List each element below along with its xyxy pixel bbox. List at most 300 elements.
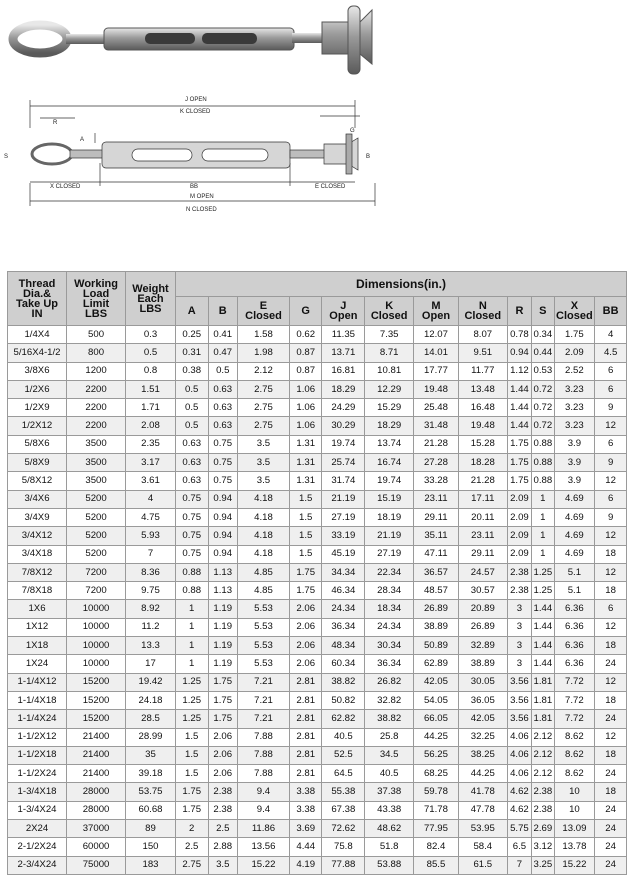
table-cell: 4.69 [554, 508, 595, 526]
table-cell: 7.72 [554, 691, 595, 709]
label-m-open: M OPEN [190, 194, 214, 200]
table-row [8, 563, 627, 581]
header-dim-s: S [532, 297, 554, 326]
table-cell: 4.18 [238, 490, 290, 508]
table-cell: 1.75 [208, 710, 238, 728]
table-cell: 7.35 [365, 326, 414, 344]
table-cell: 4.19 [289, 856, 322, 874]
table-row [8, 783, 627, 801]
table-cell: 25.74 [322, 454, 365, 472]
table-cell: 3500 [67, 472, 126, 490]
table-cell: 75.8 [322, 838, 365, 856]
table-cell: 0.87 [289, 362, 322, 380]
table-cell: 3.56 [507, 691, 531, 709]
table-cell: 46.34 [322, 582, 365, 600]
table-cell: 1.06 [289, 399, 322, 417]
table-cell: 50.89 [414, 637, 459, 655]
table-cell: 1.44 [532, 600, 554, 618]
table-cell: 2.75 [175, 856, 208, 874]
table-cell: 9 [595, 454, 627, 472]
table-cell: 11.77 [458, 362, 507, 380]
table-cell: 0.47 [208, 344, 238, 362]
table-cell: 1.31 [289, 454, 322, 472]
table-cell: 17.77 [414, 362, 459, 380]
table-cell: 2.38 [532, 783, 554, 801]
table-cell: 12 [595, 417, 627, 435]
table-cell: 0.75 [175, 490, 208, 508]
table-row [8, 490, 627, 508]
table-cell: 77.95 [414, 820, 459, 838]
table-row [8, 582, 627, 600]
table-cell: 0.88 [532, 435, 554, 453]
table-cell: 48.57 [414, 582, 459, 600]
table-cell: 13.71 [322, 344, 365, 362]
table-cell: 2.81 [289, 710, 322, 728]
table-cell: 1.19 [208, 600, 238, 618]
table-cell: 51.8 [365, 838, 414, 856]
table-cell: 9.4 [238, 801, 290, 819]
table-cell: 10000 [67, 655, 126, 673]
table-cell: 18.29 [322, 380, 365, 398]
label-a: A [80, 137, 85, 143]
table-cell: 39.18 [126, 765, 176, 783]
table-cell: 7.88 [238, 765, 290, 783]
table-cell: 0.5 [175, 380, 208, 398]
table-cell: 85.5 [414, 856, 459, 874]
table-cell: 5200 [67, 508, 126, 526]
table-cell: 2.88 [208, 838, 238, 856]
table-cell: 1 [175, 637, 208, 655]
table-cell: 1.12 [507, 362, 531, 380]
table-cell: 44.25 [414, 728, 459, 746]
table-cell: 800 [67, 344, 126, 362]
table-cell: 4.06 [507, 728, 531, 746]
table-cell: 4.69 [554, 490, 595, 508]
table-cell: 2.08 [126, 417, 176, 435]
table-cell: 7.88 [238, 746, 290, 764]
table-cell: 24.34 [322, 600, 365, 618]
table-cell: 1/2X6 [8, 380, 67, 398]
table-cell: 1.25 [532, 563, 554, 581]
table-cell: 0.63 [208, 380, 238, 398]
table-row [8, 746, 627, 764]
table-cell: 1/4X4 [8, 326, 67, 344]
table-cell: 2.5 [175, 838, 208, 856]
table-cell: 12 [595, 618, 627, 636]
table-cell: 60.34 [322, 655, 365, 673]
table-row [8, 600, 627, 618]
table-cell: 2.09 [554, 344, 595, 362]
table-cell: 11.2 [126, 618, 176, 636]
table-cell: 59.78 [414, 783, 459, 801]
table-cell: 0.63 [208, 399, 238, 417]
table-cell: 1.44 [507, 399, 531, 417]
table-cell: 12.07 [414, 326, 459, 344]
table-cell: 1.06 [289, 380, 322, 398]
table-cell: 1 [175, 655, 208, 673]
table-cell: 0.44 [532, 344, 554, 362]
table-cell: 2.38 [507, 582, 531, 600]
table-cell: 18 [595, 582, 627, 600]
label-s: S [4, 154, 9, 160]
table-cell: 2.09 [507, 508, 531, 526]
table-row [8, 435, 627, 453]
table-cell: 5.75 [507, 820, 531, 838]
header-dim-r: R [507, 297, 531, 326]
table-cell: 1.75 [208, 673, 238, 691]
table-cell: 2.12 [532, 765, 554, 783]
table-cell: 4.75 [126, 508, 176, 526]
table-cell: 3.12 [532, 838, 554, 856]
table-cell: 10 [554, 783, 595, 801]
table-cell: 2.75 [238, 417, 290, 435]
table-cell: 27.28 [414, 454, 459, 472]
table-cell: 21400 [67, 728, 126, 746]
table-cell: 5/8X9 [8, 454, 67, 472]
table-cell: 22.34 [365, 563, 414, 581]
table-cell: 3 [507, 600, 531, 618]
table-cell: 1.5 [289, 490, 322, 508]
table-cell: 183 [126, 856, 176, 874]
table-cell: 28.5 [126, 710, 176, 728]
table-cell: 18 [595, 545, 627, 563]
table-cell: 37000 [67, 820, 126, 838]
table-cell: 10000 [67, 637, 126, 655]
table-cell: 4.44 [289, 838, 322, 856]
table-row [8, 472, 627, 490]
header-dimensions: Dimensions(in.) [175, 272, 626, 297]
table-cell: 18.19 [365, 508, 414, 526]
table-cell: 24.29 [322, 399, 365, 417]
table-cell: 6 [595, 600, 627, 618]
table-cell: 2.38 [507, 563, 531, 581]
table-cell: 75000 [67, 856, 126, 874]
table-cell: 25.8 [365, 728, 414, 746]
table-cell: 2.81 [289, 765, 322, 783]
table-cell: 48.34 [322, 637, 365, 655]
table-cell: 3.5 [238, 454, 290, 472]
table-cell: 30.57 [458, 582, 507, 600]
header-dim-n: N Closed [458, 297, 507, 326]
table-cell: 5.93 [126, 527, 176, 545]
table-cell: 7.72 [554, 673, 595, 691]
table-cell: 4.18 [238, 508, 290, 526]
table-cell: 9 [595, 508, 627, 526]
table-cell: 27.19 [322, 508, 365, 526]
table-cell: 3.56 [507, 673, 531, 691]
table-cell: 15.22 [554, 856, 595, 874]
table-row [8, 618, 627, 636]
table-cell: 67.38 [322, 801, 365, 819]
table-cell: 6 [595, 435, 627, 453]
header-dim-j: J Open [322, 297, 365, 326]
table-cell: 0.53 [532, 362, 554, 380]
table-cell: 42.05 [414, 673, 459, 691]
table-cell: 47.11 [414, 545, 459, 563]
header-dim-m: M Open [414, 297, 459, 326]
table-cell: 0.87 [289, 344, 322, 362]
table-cell: 23.11 [414, 490, 459, 508]
table-cell: 5.53 [238, 618, 290, 636]
table-cell: 2.12 [238, 362, 290, 380]
table-cell: 13.78 [554, 838, 595, 856]
table-cell: 3.5 [208, 856, 238, 874]
table-cell: 31.74 [322, 472, 365, 490]
table-cell: 5.1 [554, 582, 595, 600]
table-cell: 4.62 [507, 783, 531, 801]
table-cell: 3.61 [126, 472, 176, 490]
table-row [8, 838, 627, 856]
table-cell: 12 [595, 673, 627, 691]
table-cell: 0.88 [175, 563, 208, 581]
header-row [8, 272, 627, 297]
table-cell: 40.5 [365, 765, 414, 783]
table-cell: 53.75 [126, 783, 176, 801]
table-cell: 17.11 [458, 490, 507, 508]
table-row [8, 710, 627, 728]
table-cell: 3.9 [554, 454, 595, 472]
table-cell: 13.74 [365, 435, 414, 453]
table-cell: 5.53 [238, 600, 290, 618]
table-cell: 9.51 [458, 344, 507, 362]
turnbuckle-photo [0, 0, 633, 80]
table-cell: 13.09 [554, 820, 595, 838]
table-cell: 0.75 [208, 454, 238, 472]
table-cell: 2.69 [532, 820, 554, 838]
table-cell: 41.78 [458, 783, 507, 801]
table-cell: 48.62 [365, 820, 414, 838]
header-dim-g: G [289, 297, 322, 326]
table-cell: 1/2X9 [8, 399, 67, 417]
table-cell: 89 [126, 820, 176, 838]
table-cell: 2.81 [289, 673, 322, 691]
table-cell: 82.4 [414, 838, 459, 856]
table-cell: 21.19 [322, 490, 365, 508]
table-cell: 23.11 [458, 527, 507, 545]
table-cell: 1-1/4X12 [8, 673, 67, 691]
table-cell: 2.81 [289, 728, 322, 746]
table-cell: 3.23 [554, 399, 595, 417]
table-cell: 18 [595, 637, 627, 655]
table-cell: 19.74 [365, 472, 414, 490]
table-cell: 5200 [67, 527, 126, 545]
table-cell: 28000 [67, 801, 126, 819]
table-cell: 24.57 [458, 563, 507, 581]
table-cell: 1.25 [175, 673, 208, 691]
table-cell: 0.72 [532, 399, 554, 417]
table-cell: 0.63 [208, 417, 238, 435]
label-e-closed: E CLOSED [315, 184, 346, 190]
label-n-closed: N CLOSED [186, 207, 217, 213]
table-cell: 32.89 [458, 637, 507, 655]
table-cell: 28.99 [126, 728, 176, 746]
table-row [8, 765, 627, 783]
table-cell: 0.5 [208, 362, 238, 380]
table-cell: 1.51 [126, 380, 176, 398]
table-cell: 13.3 [126, 637, 176, 655]
table-cell: 3/4X6 [8, 490, 67, 508]
table-cell: 3.5 [238, 435, 290, 453]
table-cell: 1.06 [289, 417, 322, 435]
table-cell: 0.5 [175, 399, 208, 417]
table-cell: 11.86 [238, 820, 290, 838]
table-cell: 15200 [67, 673, 126, 691]
table-row [8, 527, 627, 545]
header-dim-k: K Closed [365, 297, 414, 326]
table-cell: 0.25 [175, 326, 208, 344]
table-cell: 54.05 [414, 691, 459, 709]
label-bb: BB [190, 184, 199, 190]
table-cell: 10.81 [365, 362, 414, 380]
table-cell: 2200 [67, 417, 126, 435]
table-cell: 0.63 [175, 454, 208, 472]
table-cell: 3500 [67, 454, 126, 472]
table-cell: 3.56 [507, 710, 531, 728]
table-cell: 6.5 [507, 838, 531, 856]
table-cell: 9.4 [238, 783, 290, 801]
table-cell: 8.62 [554, 746, 595, 764]
table-cell: 31.48 [414, 417, 459, 435]
table-cell: 1.5 [289, 508, 322, 526]
table-row [8, 508, 627, 526]
header-dim-b: B [208, 297, 238, 326]
table-cell: 0.88 [532, 472, 554, 490]
table-cell: 24 [595, 801, 627, 819]
table-cell: 2.06 [289, 600, 322, 618]
table-cell: 1.31 [289, 472, 322, 490]
table-cell: 1.75 [507, 454, 531, 472]
table-cell: 6.36 [554, 637, 595, 655]
table-cell: 1.81 [532, 691, 554, 709]
table-cell: 20.11 [458, 508, 507, 526]
table-cell: 0.94 [208, 490, 238, 508]
table-cell: 30.29 [322, 417, 365, 435]
table-cell: 2-1/2X24 [8, 838, 67, 856]
table-cell: 8.62 [554, 765, 595, 783]
table-cell: 29.11 [414, 508, 459, 526]
table-cell: 38.25 [458, 746, 507, 764]
table-cell: 7200 [67, 563, 126, 581]
table-cell: 18 [595, 783, 627, 801]
table-cell: 1.44 [532, 618, 554, 636]
table-cell: 1X24 [8, 655, 67, 673]
table-cell: 2.38 [208, 783, 238, 801]
table-cell: 12.29 [365, 380, 414, 398]
table-cell: 60.68 [126, 801, 176, 819]
table-cell: 1.75 [289, 582, 322, 600]
table-row [8, 637, 627, 655]
table-cell: 36.34 [322, 618, 365, 636]
table-cell: 21.28 [414, 435, 459, 453]
header-weight: Weight Each LBS [126, 272, 176, 326]
table-cell: 1-1/2X12 [8, 728, 67, 746]
table-cell: 42.05 [458, 710, 507, 728]
table-cell: 2.81 [289, 691, 322, 709]
table-cell: 0.88 [532, 454, 554, 472]
table-cell: 1.25 [532, 582, 554, 600]
table-cell: 7/8X18 [8, 582, 67, 600]
table-cell: 16.74 [365, 454, 414, 472]
table-cell: 0.62 [289, 326, 322, 344]
table-cell: 34.34 [322, 563, 365, 581]
table-cell: 36.34 [365, 655, 414, 673]
table-row [8, 545, 627, 563]
table-cell: 6.36 [554, 655, 595, 673]
table-cell: 14.01 [414, 344, 459, 362]
table-cell: 1.81 [532, 710, 554, 728]
table-cell: 1.81 [532, 673, 554, 691]
table-row [8, 380, 627, 398]
table-cell: 12 [595, 527, 627, 545]
table-cell: 21.19 [365, 527, 414, 545]
table-cell: 7 [126, 545, 176, 563]
table-cell: 2200 [67, 380, 126, 398]
table-cell: 53.88 [365, 856, 414, 874]
label-j-open: J OPEN [185, 97, 207, 103]
table-cell: 1-3/4X24 [8, 801, 67, 819]
table-cell: 4 [595, 326, 627, 344]
table-cell: 2.06 [208, 746, 238, 764]
table-cell: 36.57 [414, 563, 459, 581]
table-cell: 6.36 [554, 618, 595, 636]
label-k-closed: K CLOSED [180, 109, 211, 115]
table-cell: 30.05 [458, 673, 507, 691]
table-cell: 38.89 [414, 618, 459, 636]
table-cell: 2.12 [532, 746, 554, 764]
table-cell: 0.41 [208, 326, 238, 344]
table-cell: 56.25 [414, 746, 459, 764]
table-cell: 3500 [67, 435, 126, 453]
table-row [8, 801, 627, 819]
table-cell: 28000 [67, 783, 126, 801]
table-cell: 68.25 [414, 765, 459, 783]
table-cell: 12 [595, 728, 627, 746]
table-cell: 64.5 [322, 765, 365, 783]
table-cell: 0.94 [208, 508, 238, 526]
table-cell: 18.28 [458, 454, 507, 472]
table-cell: 1.75 [507, 435, 531, 453]
table-cell: 4.62 [507, 801, 531, 819]
table-cell: 21.28 [458, 472, 507, 490]
table-cell: 26.89 [414, 600, 459, 618]
table-cell: 4.06 [507, 746, 531, 764]
table-cell: 3 [507, 618, 531, 636]
table-cell: 4.06 [507, 765, 531, 783]
table-cell: 0.72 [532, 380, 554, 398]
table-cell: 0.8 [126, 362, 176, 380]
table-cell: 2.35 [126, 435, 176, 453]
table-row [8, 417, 627, 435]
table-cell: 5200 [67, 490, 126, 508]
table-cell: 1.44 [532, 637, 554, 655]
table-cell: 38.89 [458, 655, 507, 673]
table-cell: 44.25 [458, 765, 507, 783]
table-cell: 3.25 [532, 856, 554, 874]
table-cell: 1.25 [175, 691, 208, 709]
table-cell: 6 [595, 362, 627, 380]
table-cell: 6 [595, 380, 627, 398]
table-cell: 3.5 [238, 472, 290, 490]
table-cell: 71.78 [414, 801, 459, 819]
table-cell: 15.29 [365, 399, 414, 417]
table-cell: 1.44 [532, 655, 554, 673]
table-cell: 0.31 [175, 344, 208, 362]
table-cell: 2.06 [208, 728, 238, 746]
table-cell: 2.09 [507, 527, 531, 545]
table-cell: 1.71 [126, 399, 176, 417]
table-cell: 19.48 [458, 417, 507, 435]
table-cell: 9 [595, 399, 627, 417]
